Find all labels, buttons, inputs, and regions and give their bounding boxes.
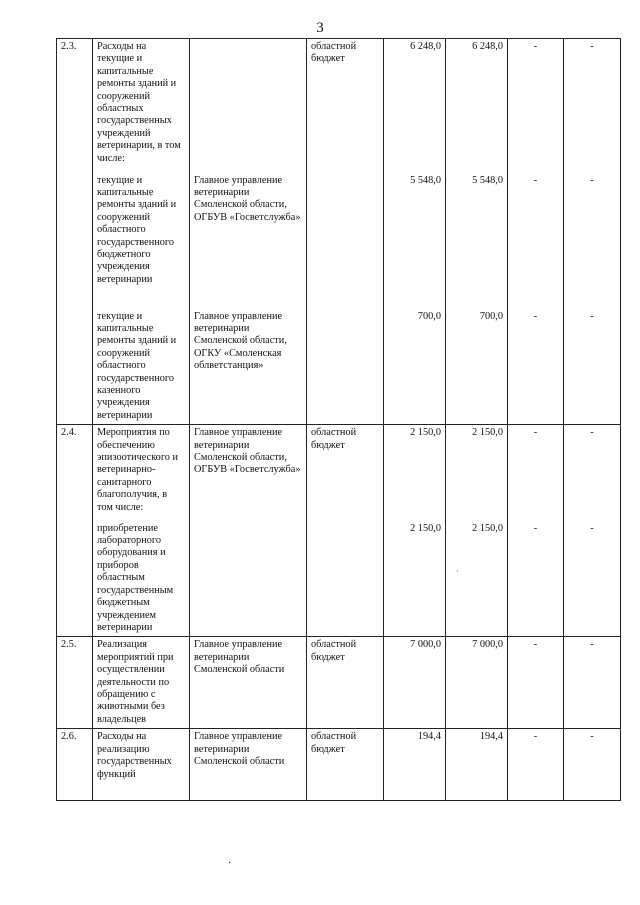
executor: Главное управление ветеринарии Смоленской области, ОГБУВ «Госветслужба» xyxy=(190,173,307,309)
funding-source xyxy=(307,309,384,425)
row-number xyxy=(57,173,93,309)
total-amount: 5 548,0 xyxy=(384,173,446,309)
funding-source: областной бюджет xyxy=(307,425,384,521)
year1-amount: 6 248,0 xyxy=(446,39,508,173)
year2-amount: - xyxy=(508,173,564,309)
executor xyxy=(190,39,307,173)
funding-source: областной бюджет xyxy=(307,729,384,801)
program-table xyxy=(56,38,621,801)
page-number: 3 xyxy=(316,20,324,36)
year2-amount: - xyxy=(508,425,564,521)
measure-name: текущие и капитальные ремонты зданий и сооружений областного государственного казенного учреждения ветеринарии xyxy=(93,309,190,425)
year3-amount: - xyxy=(564,729,621,801)
year2-amount: - xyxy=(508,729,564,801)
row-number: 2.5. xyxy=(57,637,93,729)
measure-name: Реализация мероприятий при осуществлении деятельности по обращению с животными без владельцев xyxy=(93,637,190,729)
funding-source: областной бюджет xyxy=(307,39,384,173)
executor xyxy=(190,521,307,637)
measure-name: Расходы на реализацию государственных функций xyxy=(93,729,190,801)
table-row xyxy=(57,39,621,173)
table-row xyxy=(57,729,621,801)
executor: Главное управление ветеринарии Смоленской области, ОГКУ «Смоленская облветстанция» xyxy=(190,309,307,425)
measure-name: Расходы на текущие и капитальные ремонты зданий и сооружений областных государственных учреждений ветеринарии, в том числе: xyxy=(93,39,190,173)
funding-source: областной бюджет xyxy=(307,637,384,729)
year1-amount: 2 150,0 xyxy=(446,425,508,521)
year1-amount: 700,0 xyxy=(446,309,508,425)
year2-amount: - xyxy=(508,309,564,425)
scan-speck: · xyxy=(228,858,232,869)
measure-name: Мероприятия по обеспечению эпизоотического и ветеринарно-санитарного благополучия, в том числе: xyxy=(93,425,190,521)
table-row xyxy=(57,425,621,521)
row-number: 2.6. xyxy=(57,729,93,801)
executor: Главное управление ветеринарии Смоленской области xyxy=(190,729,307,801)
year3-amount: - xyxy=(564,521,621,637)
total-amount: 2 150,0 xyxy=(384,425,446,521)
total-amount: 6 248,0 xyxy=(384,39,446,173)
year1-amount: 194,4 xyxy=(446,729,508,801)
row-number xyxy=(57,309,93,425)
year1-amount: 7 000,0 xyxy=(446,637,508,729)
year3-amount: - xyxy=(564,637,621,729)
year2-amount: - xyxy=(508,39,564,173)
total-amount: 700,0 xyxy=(384,309,446,425)
table-row xyxy=(57,637,621,729)
executor: Главное управление ветеринарии Смоленской области, ОГБУВ «Госветслужба» xyxy=(190,425,307,521)
table-row xyxy=(57,173,621,309)
funding-source xyxy=(307,521,384,637)
table-row xyxy=(57,521,621,637)
year1-amount: 5 548,0 xyxy=(446,173,508,309)
year2-amount: - xyxy=(508,637,564,729)
year3-amount: - xyxy=(564,173,621,309)
year2-amount: - xyxy=(508,521,564,637)
funding-source xyxy=(307,173,384,309)
year3-amount: - xyxy=(564,39,621,173)
row-number: 2.3. xyxy=(57,39,93,173)
table-row xyxy=(57,309,621,425)
total-amount: 2 150,0 xyxy=(384,521,446,637)
row-number: 2.4. xyxy=(57,425,93,521)
total-amount: 194,4 xyxy=(384,729,446,801)
scan-speck: · xyxy=(456,566,459,576)
measure-name: текущие и капитальные ремонты зданий и сооружений областного государственного бюджетного учреждения ветеринарии xyxy=(93,173,190,309)
year3-amount: - xyxy=(564,425,621,521)
executor: Главное управление ветеринарии Смоленской области xyxy=(190,637,307,729)
total-amount: 7 000,0 xyxy=(384,637,446,729)
row-number xyxy=(57,521,93,637)
year3-amount: - xyxy=(564,309,621,425)
year1-amount: 2 150,0 xyxy=(446,521,508,637)
measure-name: приобретение лабораторного оборудования и приборов областным государственным бюджетным учреждением ветеринарии xyxy=(93,521,190,637)
